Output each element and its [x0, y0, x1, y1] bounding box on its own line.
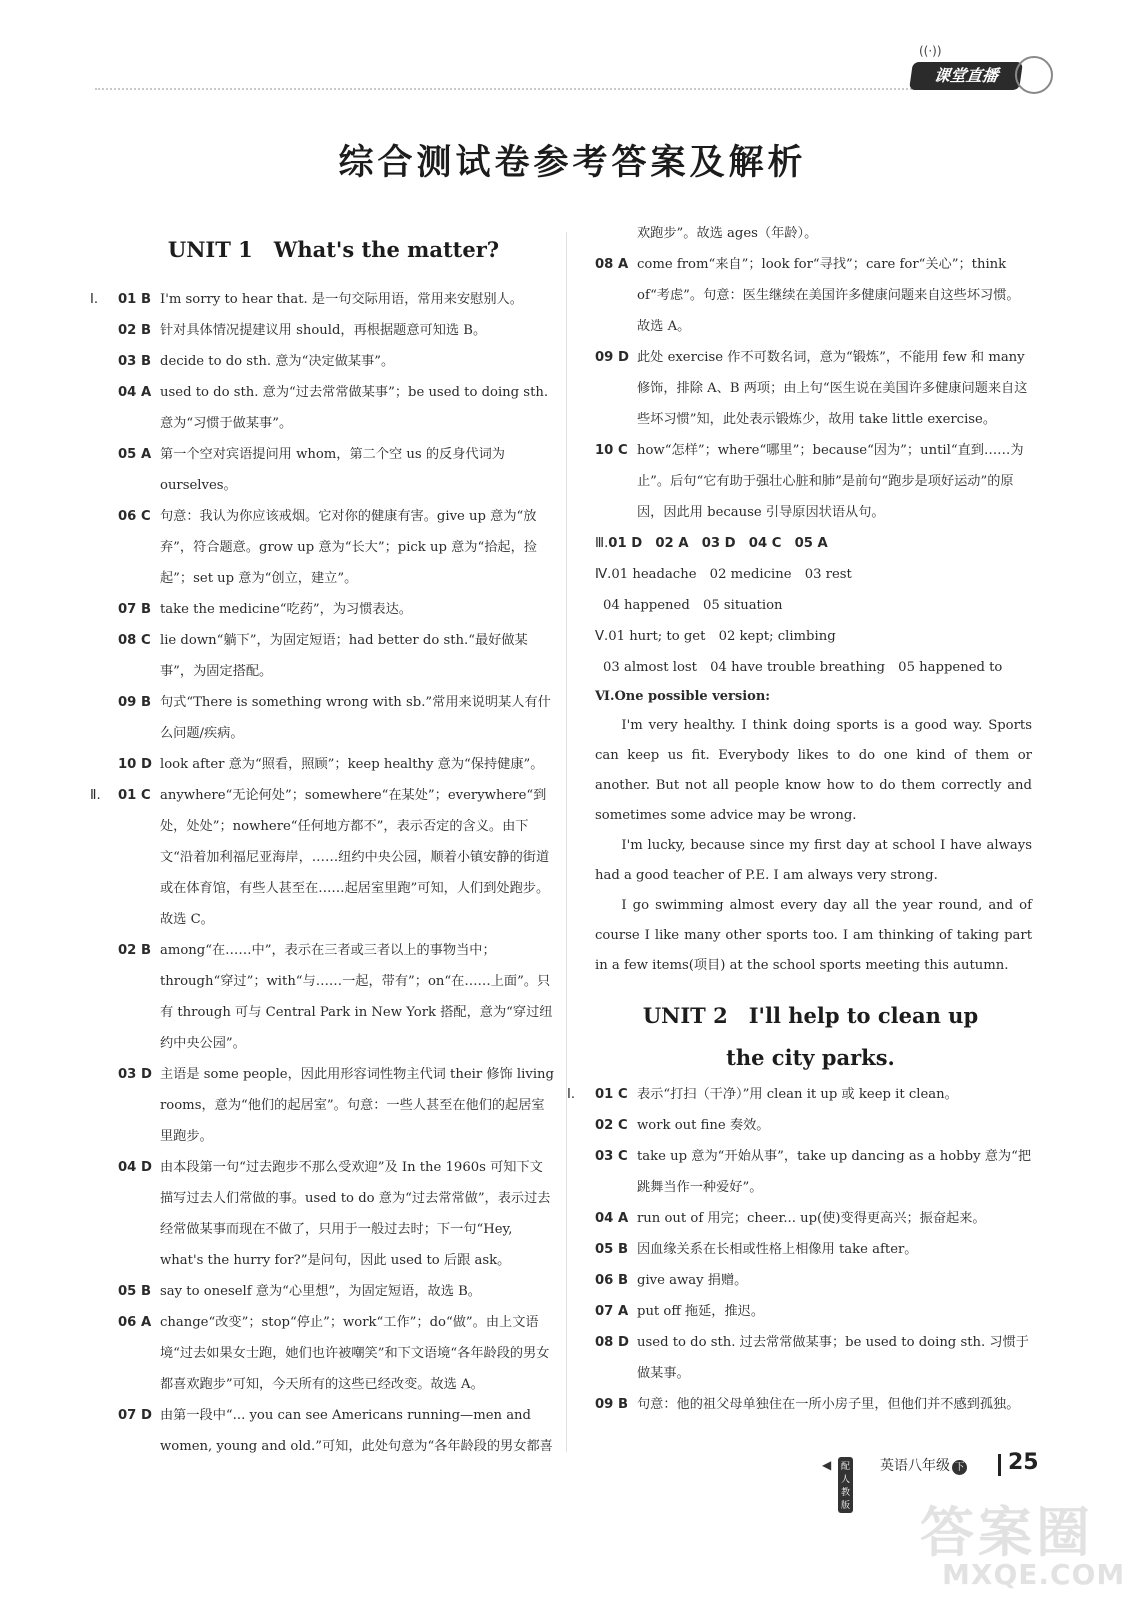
unit1-right-items — [589, 218, 1032, 528]
edition-badge: 配人教版 — [838, 1457, 853, 1513]
unit1-left-items — [90, 284, 555, 1462]
answer-line: 04 happened 05 situation — [603, 598, 783, 613]
answer-number: 04 A — [118, 385, 152, 400]
logo-text: 课堂直播 — [909, 62, 1023, 90]
answer-number: 10 D — [118, 757, 152, 772]
answer-number: 09 B — [595, 1397, 628, 1412]
answer-item — [112, 1059, 555, 1152]
answer-item — [112, 935, 555, 1059]
brand-logo — [905, 42, 1055, 98]
answer-number: 09 D — [595, 350, 629, 365]
answer-explanation: 主语是 some people，因此用形容词性物主代词 their 修饰 living rooms，意为“他们的起居室”。句意：一些人甚至在他们的起居室里跑步。 — [160, 1067, 554, 1144]
column-divider — [566, 232, 567, 1452]
answer-item — [589, 218, 1032, 249]
unit2-items — [567, 1079, 1032, 1420]
answer-item — [112, 439, 555, 501]
section-marker: Ⅲ. — [595, 536, 609, 551]
answer-number: 03 C — [595, 1149, 628, 1164]
answer-item — [589, 1296, 1032, 1327]
answer-item — [112, 377, 555, 439]
answer-explanation: among“在……中”，表示在三者或三者以上的事物当中；through“穿过”；with“与……一起，带有”；on“在……上面”。只有 through 可与 Central Park in New York 搭配，意为“穿过纽约中央公园”。 — [160, 943, 553, 1051]
answer-item — [589, 1327, 1032, 1389]
answer-number: 08 D — [595, 1335, 629, 1350]
section5-answers-cont — [589, 652, 1032, 683]
footer-bar — [998, 1454, 1001, 1476]
essay-label: One possible version: — [614, 689, 771, 704]
answer-explanation: 句意：我认为你应该戒烟。它对你的健康有害。give up 意为“放弃”，符合题意。grow up 意为“长大”；pick up 意为“拾起，捡起”；set up 意为“创立，建立”。 — [160, 509, 537, 586]
answer-number: 01 C — [118, 788, 151, 803]
section-marker: Ⅴ. — [595, 629, 609, 644]
answer-explanation: lie down“躺下”，为固定短语；had better do sth.“最好做某事”，为固定搭配。 — [160, 633, 528, 679]
section-marker: Ⅳ. — [595, 567, 612, 582]
answer-item — [112, 501, 555, 594]
answer-explanation: 由本段第一句“过去跑步不那么受欢迎”及 In the 1960s 可知下文描写过去人们常做的事。used to do 意为“过去常常做”，表示过去经常做某事而现在不做了，只用于一般过去时；下一句“Hey, what's the hurry for?”是问句，因此 used to 后跟 ask。 — [160, 1160, 551, 1268]
answer-explanation: say to oneself 意为“心里想”，为固定短语，故选 B。 — [160, 1284, 481, 1299]
answer-item — [112, 1307, 555, 1400]
unit2-title — [589, 995, 1032, 1079]
watermark — [920, 1490, 1140, 1595]
answer-item — [589, 435, 1032, 528]
section-marker: Ⅵ. — [595, 689, 615, 704]
answer-item — [112, 594, 555, 625]
answer-explanation: run out of 用完；cheer... up(使)变得更高兴；振奋起来。 — [637, 1211, 986, 1226]
answer-number: 06 B — [595, 1273, 628, 1288]
answer-number: 03 B — [118, 354, 151, 369]
sample-essay — [589, 711, 1032, 981]
unit1-title: UNIT 1 What's the matter? — [167, 237, 500, 262]
answer-item — [589, 342, 1032, 435]
answer-number: 01 C — [595, 1087, 628, 1102]
answer-explanation: 因血缘关系在长相或性格上相像用 take after。 — [637, 1242, 918, 1257]
answer-item — [90, 780, 555, 935]
answer-explanation: used to do sth. 过去常常做某事；be used to doing sth. 习惯于做某事。 — [637, 1335, 1029, 1381]
answer-explanation: 表示“打扫（干净）”用 clean it up 或 keep it clean。 — [637, 1087, 958, 1102]
answer-item — [589, 249, 1032, 342]
unit2-title-line1: UNIT 2 I'll help to clean up — [642, 1003, 979, 1028]
answer-explanation: 第一个空对宾语提问用 whom，第二个空 us 的反身代词为 ourselves。 — [160, 447, 505, 493]
answer-item — [589, 1203, 1032, 1234]
answer-number: 05 B — [118, 1284, 151, 1299]
answer-explanation: take the medicine“吃药”，为习惯表达。 — [160, 602, 412, 617]
answer-explanation: put off 拖延，推迟。 — [637, 1304, 765, 1319]
answer-line: 03 almost lost 04 have trouble breathing 05 happened to — [603, 660, 1003, 675]
answer-item — [589, 1389, 1032, 1420]
answer-number: 10 C — [595, 443, 628, 458]
answer-explanation: 此处 exercise 作不可数名词，意为“锻炼”，不能用 few 和 many 修饰，排除 A、B 两项；由上句“医生说在美国许多健康问题来自这些坏习惯”知，此处表示锻炼少，故用 take little exercise。 — [637, 350, 1028, 427]
answer-item — [112, 346, 555, 377]
answer-number: 02 B — [118, 323, 151, 338]
answer-item — [112, 625, 555, 687]
left-column — [90, 230, 555, 1462]
answer-number: 06 A — [118, 1315, 152, 1330]
section-marker: Ⅰ. — [90, 292, 99, 307]
answer-explanation: decide to do sth. 意为“决定做某事”。 — [160, 354, 395, 369]
answer-item — [112, 1400, 555, 1462]
section6-head — [589, 683, 1032, 711]
answer-number: 04 A — [595, 1211, 629, 1226]
essay-paragraph: I'm lucky, because since my first day at school I have always had a good teacher of P.E. I am always very strong. — [595, 838, 1032, 883]
answer-item — [112, 1276, 555, 1307]
page-title: 综合测试卷参考答案及解析 — [338, 143, 807, 183]
answer-explanation: 针对具体情况提建议用 should，再根据题意可知选 B。 — [160, 323, 487, 338]
grade-text: 英语八年级 — [880, 1458, 950, 1474]
answer-number: 02 C — [595, 1118, 628, 1133]
logo-ring-icon — [1015, 56, 1053, 94]
answer-explanation: used to do sth. 意为“过去常常做某事”；be used to doing sth. 意为“习惯于做某事”。 — [160, 385, 549, 431]
answer-number: 06 C — [118, 509, 151, 524]
term-badge: 下 — [952, 1460, 967, 1475]
section5-answers — [589, 621, 1032, 652]
answer-number: 08 A — [595, 257, 629, 272]
answer-number: 07 B — [118, 602, 151, 617]
answer-item — [112, 1152, 555, 1276]
answer-explanation: give away 捐赠。 — [637, 1273, 748, 1288]
answer-line: 01 hurt; to get 02 kept; climbing — [608, 629, 836, 644]
grade-label — [880, 1455, 967, 1475]
answer-item — [589, 1234, 1032, 1265]
answer-item — [112, 749, 555, 780]
answer-item — [589, 1265, 1032, 1296]
watermark-url: MXQE.COM — [942, 1558, 1126, 1591]
answer-number: 05 B — [595, 1242, 628, 1257]
answer-explanation: change“改变”；stop“停止”；work“工作”；do“做”。由上文语境“过去如果女士跑，她们也许被嘲笑”和下文语境“各年龄段的男女都喜欢跑步”可知，今天所有的这些已经改变。故选 A。 — [160, 1315, 550, 1392]
answer-item — [112, 687, 555, 749]
answer-item — [567, 1079, 1032, 1110]
answer-number: 03 D — [118, 1067, 152, 1082]
answer-explanation: 由第一段中“... you can see Americans running—men and women, young and old.”可知，此处句意为“各年龄段的男女都喜 — [160, 1408, 553, 1454]
answer-number: 01 B — [118, 292, 151, 307]
answer-explanation: 句意：他的祖父母单独住在一所小房子里，但他们并不感到孤独。 — [637, 1397, 1020, 1412]
answer-explanation: take up 意为“开始从事”，take up dancing as a hobby 意为“把跳舞当作一种爱好”。 — [637, 1149, 1032, 1195]
answer-number: 05 A — [118, 447, 152, 462]
answer-number: 04 D — [118, 1160, 152, 1175]
unit2-title-line2: the city parks. — [726, 1045, 895, 1070]
section3-answers — [589, 528, 1032, 559]
antenna-icon: ((·)) — [919, 44, 942, 58]
answer-number: 08 C — [118, 633, 151, 648]
answer-item — [589, 1141, 1032, 1203]
answer-item — [112, 315, 555, 346]
answer-number: 02 B — [118, 943, 151, 958]
answer-explanation: 欢跑步”。故选 ages（年龄）。 — [637, 226, 818, 241]
answer-explanation: 句式“There is something wrong with sb.”常用来说明某人有什么问题/疾病。 — [160, 695, 551, 741]
header-divider — [95, 88, 915, 90]
answer-explanation: look after 意为“照看，照顾”；keep healthy 意为“保持健康”。 — [160, 757, 544, 772]
answer-explanation: I'm sorry to hear that. 是一句交际用语，常用来安慰别人。 — [160, 292, 523, 307]
section4-answers-cont — [589, 590, 1032, 621]
answer-line: 01 headache 02 medicine 03 rest — [611, 567, 852, 582]
section-marker: Ⅰ. — [567, 1087, 576, 1102]
essay-paragraph: I'm very healthy. I think doing sports is a good way. Sports can keep us fit. Everybody likes to do one kind of them or another. But not all people know how to do them correctly and sometimes some advice may be wrong. — [595, 718, 1032, 823]
answer-item — [589, 1110, 1032, 1141]
answer-explanation: anywhere“无论何处”；somewhere“在某处”；everywhere“到处，处处”；nowhere“任何地方都不”，表示否定的含义。由下文“沿着加利福尼亚海岸，……纽约中央公园，顺着小镇安静的街道或在体育馆，有些人甚至在……起居室里跑”可知，人们到处跑步。故选 C。 — [160, 788, 550, 927]
section-marker: Ⅱ. — [90, 788, 101, 803]
right-column — [567, 218, 1032, 1420]
answer-number: 09 B — [118, 695, 151, 710]
answer-item — [90, 284, 555, 315]
answer-explanation: work out fine 奏效。 — [637, 1118, 770, 1133]
page-number: 25 — [1008, 1450, 1039, 1475]
answer-number: 07 D — [118, 1408, 152, 1423]
answer-number: 07 A — [595, 1304, 629, 1319]
essay-paragraph: I go swimming almost every day all the year round, and of course I like many other sports too. I am thinking of taking part in a few items(项目) at the school sports meeting this autumn. — [595, 898, 1032, 973]
answer-line: 01 D 02 A 03 D 04 C 05 A — [608, 536, 828, 551]
arrow-left-icon: ◀ — [822, 1458, 832, 1472]
answer-explanation: how“怎样”；where“哪里”；because“因为”；until“直到……为止”。后句“它有助于强壮心脏和肺”是前句“跑步是项好运动”的原因，因此用 because 引导原因状语从句。 — [637, 443, 1024, 520]
answer-explanation: come from“来自”；look for“寻找”；care for“关心”；think of“考虑”。句意：医生继续在美国许多健康问题来自这些坏习惯。故选 A。 — [637, 257, 1020, 334]
section4-answers — [589, 559, 1032, 590]
watermark-logo: 答案圈 — [920, 1501, 1094, 1564]
